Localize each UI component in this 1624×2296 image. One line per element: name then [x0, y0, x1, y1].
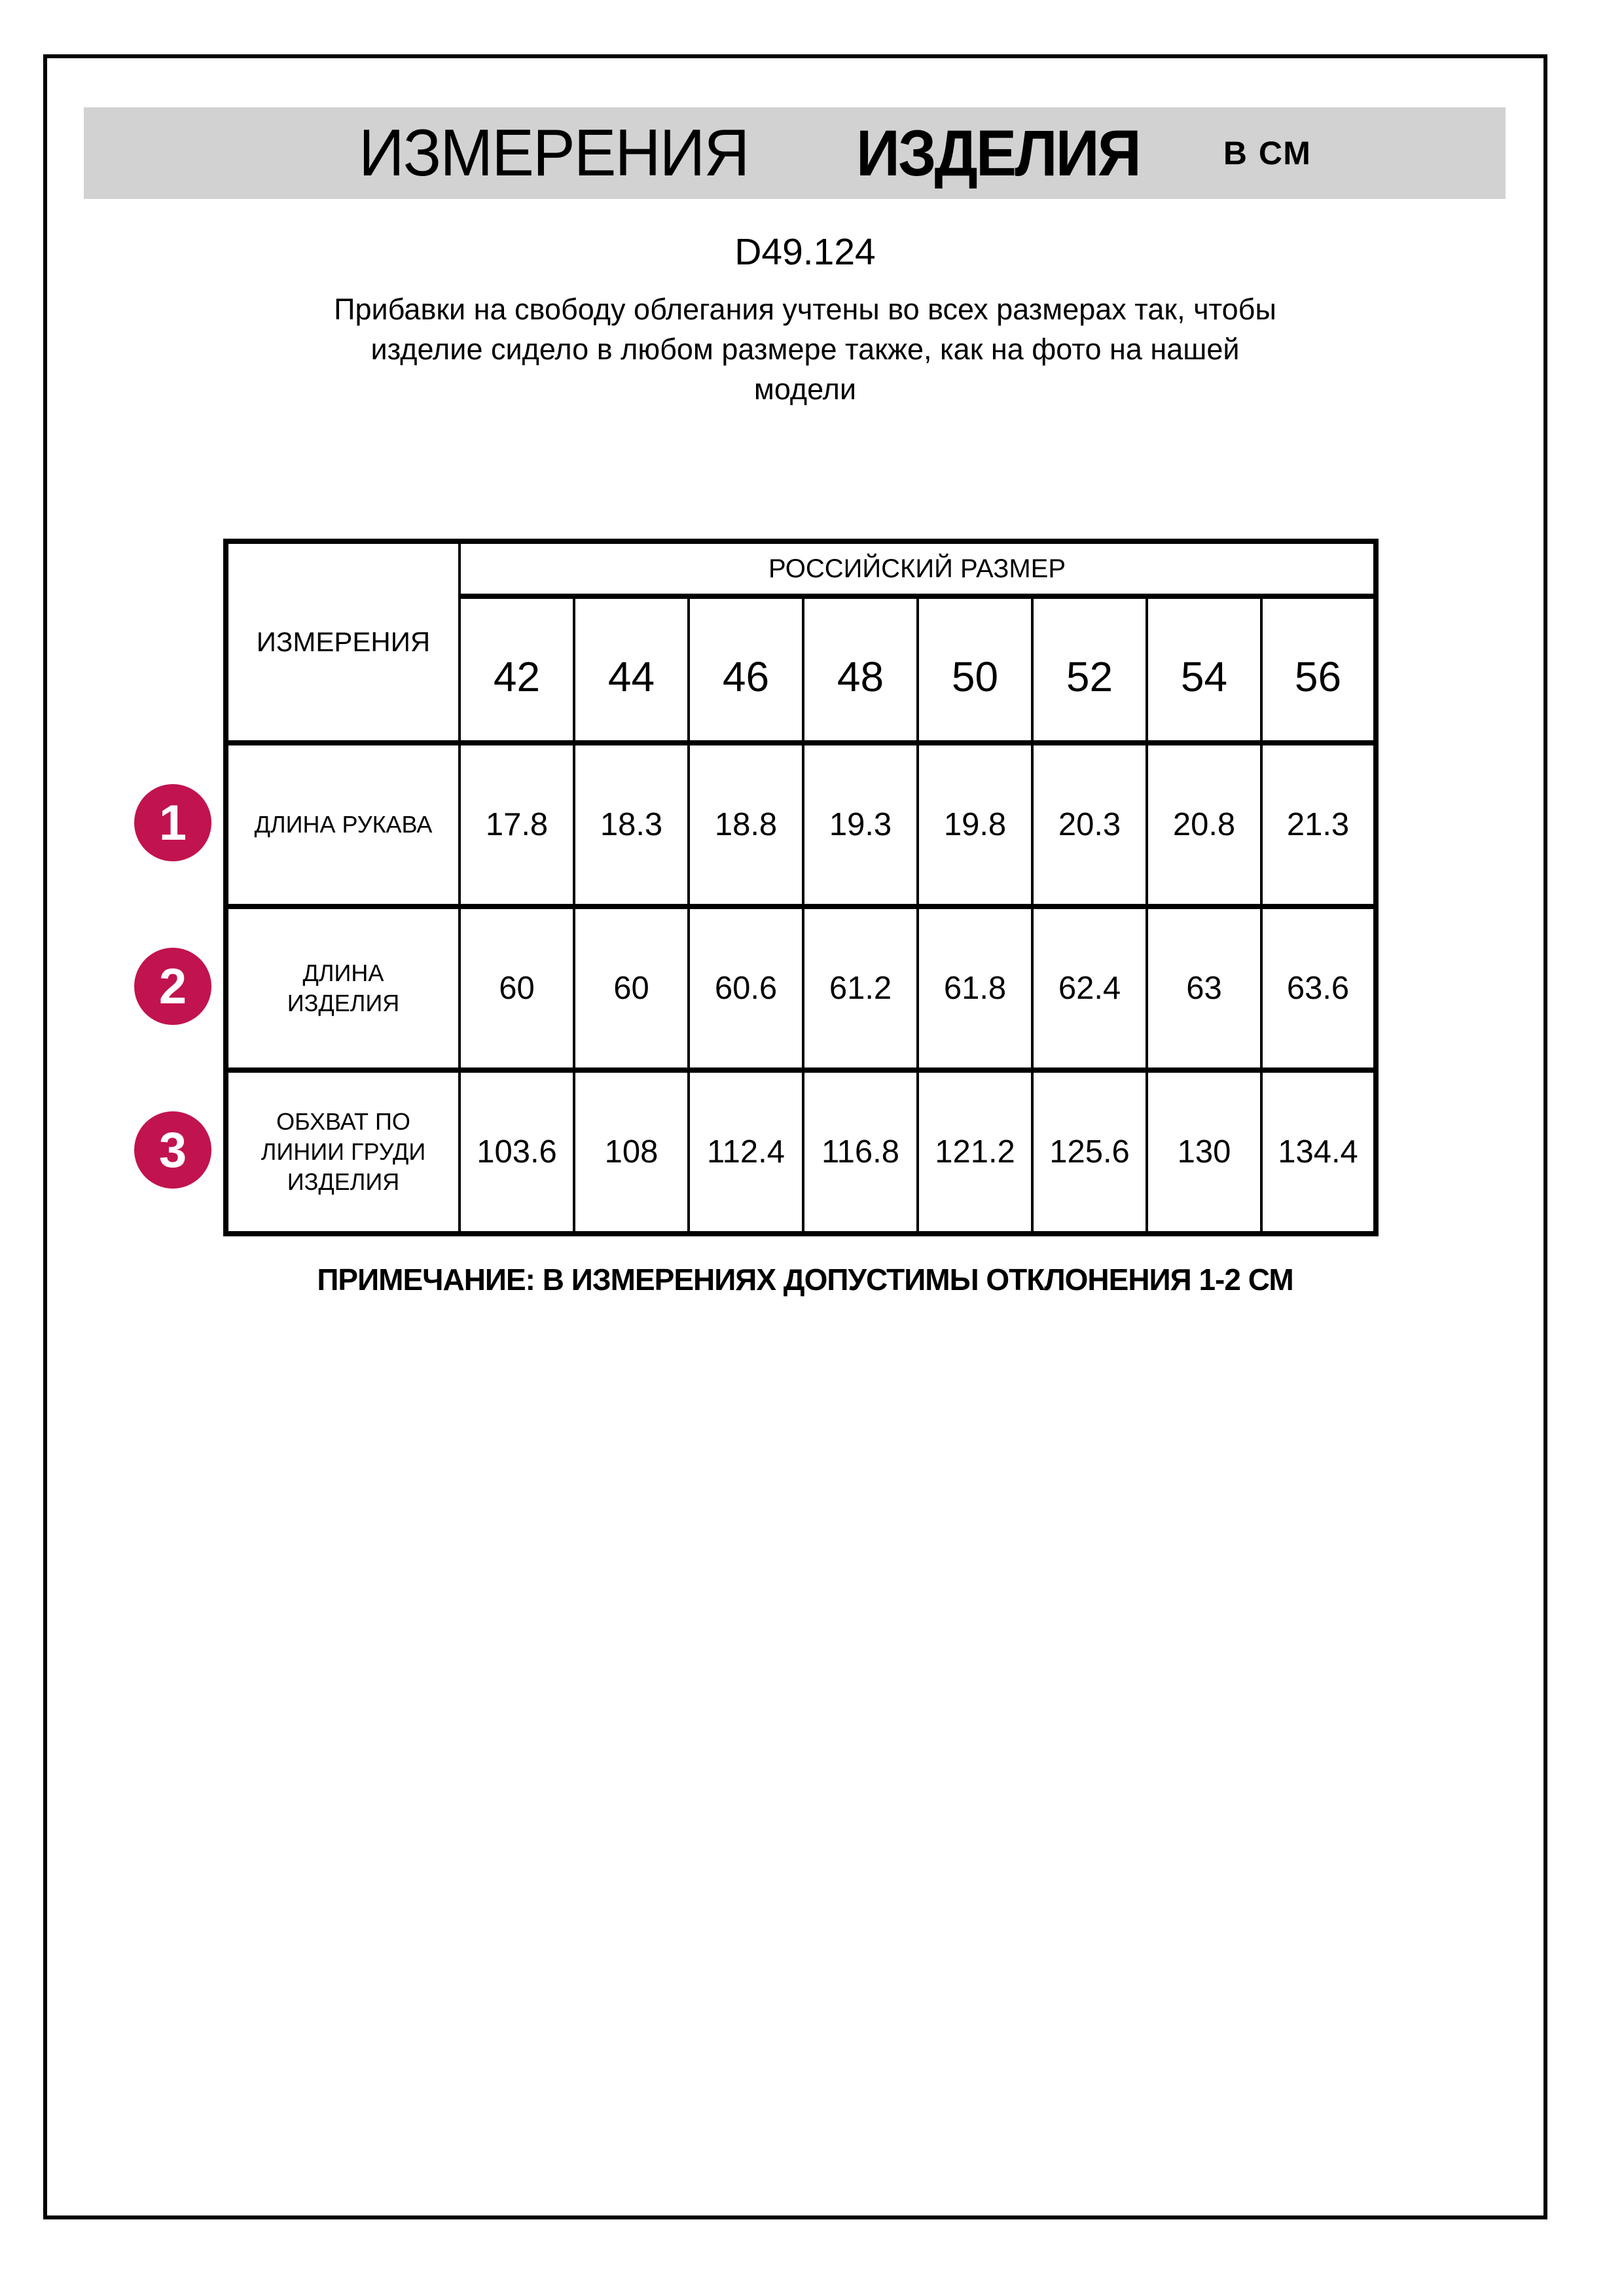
size-col-header: 42 — [460, 596, 574, 743]
measurement-label-line: ЛИНИИ ГРУДИ — [261, 1138, 426, 1165]
intro-line: Прибавки на свободу облегания учтены во всех размерах так, чтобы — [334, 293, 1276, 326]
intro-line: изделие сидело в любом размере также, как на фото на нашей — [370, 332, 1240, 366]
measurement-value: 21.3 — [1261, 743, 1376, 906]
note-text: ПРИМЕЧАНИЕ: В ИЗМЕРЕНИЯХ ДОПУСТИМЫ ОТКЛОНЕНИЯ 1-2 СМ — [317, 1263, 1293, 1297]
intro-paragraph — [0, 289, 1610, 409]
measurement-label — [226, 743, 460, 906]
measurement-value: 61.8 — [918, 906, 1032, 1070]
size-col-header: 54 — [1147, 596, 1261, 743]
measurement-value: 125.6 — [1032, 1070, 1147, 1234]
measurement-label-line: ИЗДЕЛИЯ — [287, 990, 400, 1016]
measurement-value: 63.6 — [1261, 906, 1376, 1070]
size-col-header: 56 — [1261, 596, 1376, 743]
measurement-value: 116.8 — [803, 1070, 918, 1234]
table-row — [226, 906, 1376, 1070]
measurement-label — [226, 1070, 460, 1234]
page-title-unit: В СМ — [1223, 135, 1312, 171]
measurement-value: 63 — [1147, 906, 1261, 1070]
page-title-product: ИЗДЕЛИЯ — [856, 117, 1140, 189]
measurement-label-line: ДЛИНА РУКАВА — [254, 811, 433, 838]
size-col-header: 50 — [918, 596, 1032, 743]
table-corner-label: ИЗМЕРЕНИЯ — [226, 541, 460, 743]
table-row — [226, 1070, 1376, 1234]
measurement-label-line: ОБХВАТ ПО — [276, 1108, 410, 1135]
measurement-value: 121.2 — [918, 1070, 1032, 1234]
measurement-value: 18.3 — [574, 743, 689, 906]
measurement-label — [226, 906, 460, 1070]
measurement-label-line: ДЛИНА — [302, 960, 384, 986]
measurement-value: 61.2 — [803, 906, 918, 1070]
size-col-header: 48 — [803, 596, 918, 743]
russian-size-header: РОССИЙСКИЙ РАЗМЕР — [460, 541, 1376, 596]
size-table — [223, 539, 1379, 1236]
table-row — [226, 743, 1376, 906]
row-number-badge: 3 — [134, 1111, 211, 1189]
measurement-value: 134.4 — [1261, 1070, 1376, 1234]
row-number-badge: 1 — [134, 784, 211, 861]
measurement-value: 18.8 — [689, 743, 803, 906]
row-number-badge: 2 — [134, 948, 211, 1025]
measurement-value: 20.3 — [1032, 743, 1147, 906]
group-header-row — [226, 541, 1376, 596]
measurement-value: 20.8 — [1147, 743, 1261, 906]
measurement-value: 19.8 — [918, 743, 1032, 906]
measurement-value: 19.3 — [803, 743, 918, 906]
measurement-value: 60.6 — [689, 906, 803, 1070]
measurement-value: 60 — [460, 906, 574, 1070]
measurement-value: 17.8 — [460, 743, 574, 906]
measurement-label-line: ИЗДЕЛИЯ — [287, 1168, 400, 1195]
measurement-value: 112.4 — [689, 1070, 803, 1234]
size-col-header: 44 — [574, 596, 689, 743]
measurement-value: 108 — [574, 1070, 689, 1234]
page-title-measurements: ИЗМЕРЕНИЯ — [359, 116, 749, 190]
measurement-value: 130 — [1147, 1070, 1261, 1234]
measurement-value: 60 — [574, 906, 689, 1070]
title-band — [84, 107, 1506, 199]
size-col-header: 46 — [689, 596, 803, 743]
product-code: D49.124 — [734, 231, 876, 273]
size-table-wrap — [223, 539, 1379, 1236]
measurement-value: 62.4 — [1032, 906, 1147, 1070]
size-col-header: 52 — [1032, 596, 1147, 743]
intro-line: модели — [753, 372, 857, 406]
measurement-value: 103.6 — [460, 1070, 574, 1234]
